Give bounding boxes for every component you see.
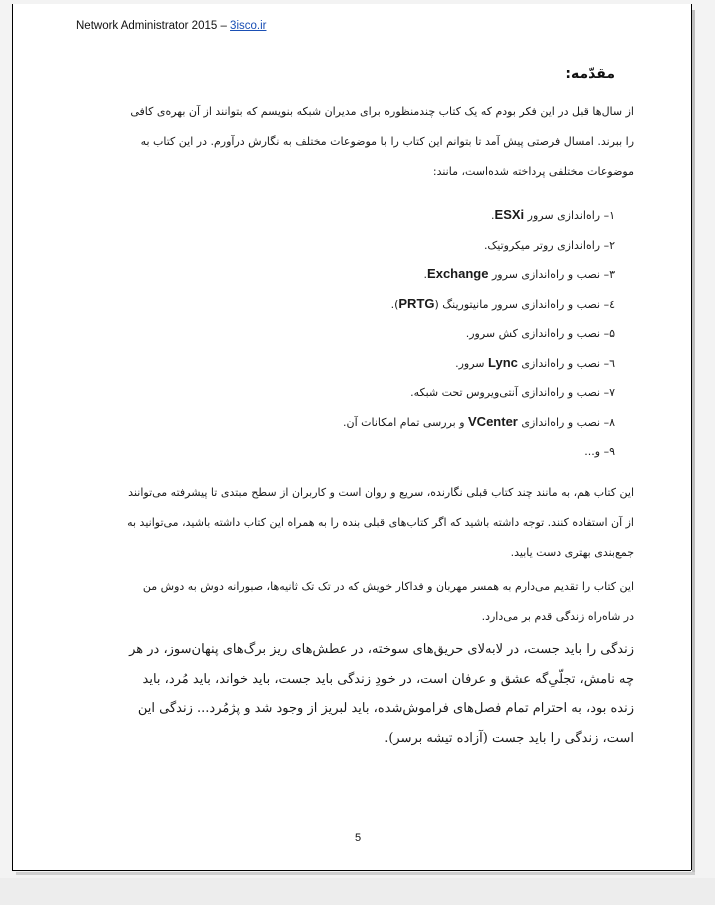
quote-line: چه نامش، تجلّیِ‌گه عشق و عرفان است، در خودِ زندگی باید جست، باید خواند، باید مُرد، باید bbox=[142, 671, 634, 687]
list-item: ۸– نصب و راه‌اندازی VCenter و بررسی تمام امکانات آن. bbox=[343, 413, 615, 429]
intro-paragraph bbox=[62, 97, 634, 187]
quote-line: زنده بود، به احترام تمام فصل‌های فراموش‌شده، باید لبریز از وجود شد و پژمُرد... زندگی این bbox=[137, 701, 634, 716]
quote-line: زندگی را باید جست، در لابه‌لای حریق‌های سوخته، در عطش‌های ریز برگ‌های پنهان‌سوز، در هر bbox=[129, 642, 634, 657]
quote-paragraph bbox=[62, 635, 634, 753]
quote-line: است، زندگی را باید جست (آزاده تیشه برسر). bbox=[384, 730, 634, 746]
list-item: ۵– نصب و راه‌اندازی کش سرور. bbox=[465, 327, 615, 340]
page-header bbox=[76, 20, 266, 32]
intro-line: را ببرند. امسال فرصتی پیش آمد تا بتوانم این کتاب را با موضوعات مختلف به نگارش درآورم. در این کتاب به bbox=[140, 135, 634, 148]
paragraph-line: از آن استفاده کنند. توجه داشته باشید که اگر کتاب‌های قبلی بنده را به همراه این کتاب داشته باشید، می‌توانید به bbox=[127, 516, 634, 529]
paragraph-line: در شاه‌راه زندگی قدم بر می‌دارد. bbox=[481, 610, 634, 623]
body-paragraph bbox=[62, 478, 634, 568]
list-item: ٤– نصب و راه‌اندازی سرور مانیتورینگ (PRTG). bbox=[390, 295, 615, 311]
header-text: Network Administrator 2015 – bbox=[76, 20, 231, 32]
page-bottom-border bbox=[12, 870, 691, 871]
topics-list bbox=[120, 200, 615, 466]
section-title: مقدّمه: bbox=[565, 66, 615, 82]
list-item: ۷– نصب و راه‌اندازی آنتی‌ویروس تحت شبکه. bbox=[410, 386, 615, 399]
viewer-footer-strip bbox=[0, 878, 715, 905]
header-link[interactable]: 3isco.ir bbox=[230, 20, 267, 32]
intro-line: موضوعات مختلفی پرداخته شده‌است، مانند: bbox=[432, 165, 634, 178]
paragraph-line: این کتاب هم، به مانند چند کتاب قبلی نگارنده، سریع و روان است و کاربران از سطح مبتدی تا پیشرفته می‌توانند bbox=[128, 486, 634, 499]
list-item: ۲– راه‌اندازی روتر میکروتیک. bbox=[483, 238, 615, 252]
list-item: ٦– نصب و راه‌اندازی Lync سرور. bbox=[455, 354, 615, 370]
list-item: ۹– و... bbox=[584, 445, 615, 458]
list-item: ۳– نصب و راه‌اندازی سرور Exchange. bbox=[423, 266, 615, 281]
paragraph-line: این کتاب را تقدیم می‌دارم به همسر مهربان و فداکار خویش که در تک تک ثانیه‌ها، صبورانه دوش به دوش من bbox=[142, 580, 634, 593]
list-item: ۱– راه‌اندازی سرور ESXi. bbox=[491, 207, 615, 222]
page-shadow-bottom bbox=[16, 872, 695, 875]
page-number: 5 bbox=[354, 832, 362, 844]
intro-line: از سال‌ها قبل در این فکر بودم که یک کتاب چندمنظوره برای مدیران شبکه بنویسم که بتوانند از آن بهره‌ی کافی bbox=[130, 105, 634, 118]
page-shadow-right bbox=[692, 10, 695, 872]
dedication-paragraph bbox=[62, 572, 634, 632]
paragraph-line: جمع‌بندی بهتری دست یابید. bbox=[510, 546, 634, 559]
